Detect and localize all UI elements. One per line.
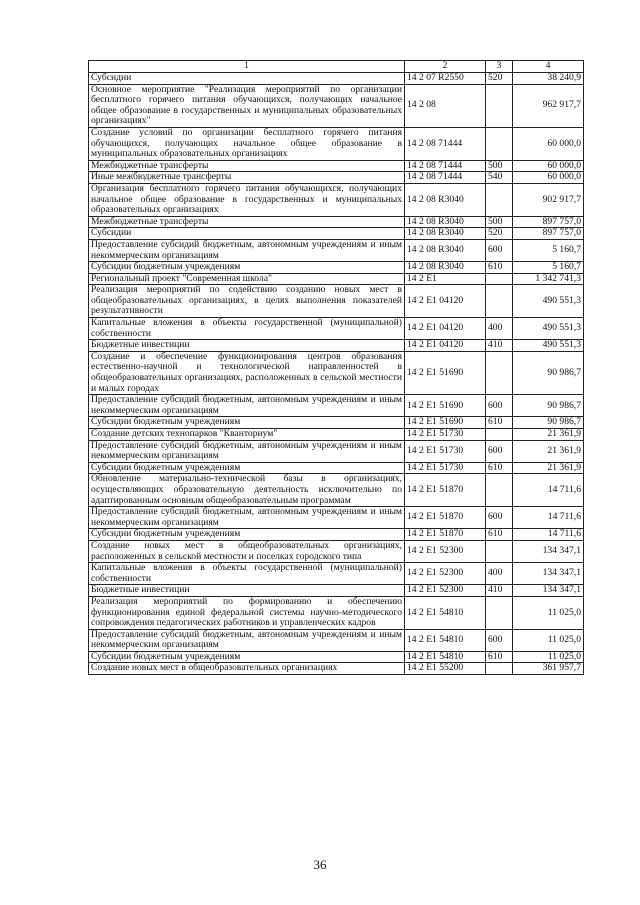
column-header-code: 2: [405, 61, 486, 73]
cell-code: 14 2 E1 04120: [405, 340, 486, 352]
cell-sum: 134 347,1: [513, 540, 584, 562]
cell-sum: 902 917,7: [513, 183, 584, 216]
cell-code: 14 2 E1 51730: [405, 429, 486, 441]
budget-table: [88, 60, 584, 675]
cell-sum: 897 757,0: [513, 228, 584, 240]
cell-code: 14 2 E1 51690: [405, 351, 486, 394]
cell-sum: 11 025,0: [513, 596, 584, 629]
cell-name: Создание условий по организации бесплатного горячего питания обучающихся, получающих начальное общее образование в муниципальных образовательных организациях: [89, 127, 405, 160]
cell-name: Субсидии бюджетным учреждениям: [89, 462, 405, 474]
cell-vr: 410: [486, 340, 513, 352]
cell-code: 14 2 08 R3040: [405, 216, 486, 228]
cell-code: 14 2 E1 54810: [405, 651, 486, 663]
cell-name: Реализация мероприятий по содействию созданию новых мест в общеобразовательных организациях, в целях выполнения показателей результативности: [89, 285, 405, 318]
cell-sum: 60 000,0: [513, 127, 584, 160]
cell-code: 14 2 E1 52300: [405, 585, 486, 597]
cell-name: Организация бесплатного горячего питания обучающихся, получающих начальное общее образование в государственных и муниципальных образовательных организациях: [89, 183, 405, 216]
cell-name: Капитальные вложения в объекты государственной (муниципальной) собственности: [89, 318, 405, 340]
table-row: [89, 540, 584, 562]
table-row: [89, 629, 584, 651]
table-row: [89, 127, 584, 160]
cell-vr: 610: [486, 651, 513, 663]
cell-name: Капитальные вложения в объекты государственной (муниципальной) собственности: [89, 563, 405, 585]
table-row: [89, 663, 584, 675]
cell-name: Создание детских технопарков "Кванториум": [89, 429, 405, 441]
cell-sum: 90 986,7: [513, 351, 584, 394]
cell-sum: 38 240,9: [513, 73, 584, 85]
cell-vr: 610: [486, 462, 513, 474]
table-row: [89, 651, 584, 663]
cell-name: Субсидии: [89, 73, 405, 85]
cell-code: 14 2 E1 51690: [405, 417, 486, 429]
table-row: [89, 73, 584, 85]
column-header-sum: 4: [513, 61, 584, 73]
cell-code: 14 2 08 71444: [405, 160, 486, 172]
cell-vr: [486, 596, 513, 629]
cell-code: 14 2 E1 55200: [405, 663, 486, 675]
cell-name: Субсидии бюджетным учреждениям: [89, 262, 405, 274]
cell-code: 14 2 E1 51690: [405, 395, 486, 417]
table-row: [89, 183, 584, 216]
table-row: [89, 273, 584, 285]
cell-vr: 610: [486, 262, 513, 274]
cell-sum: 11 025,0: [513, 629, 584, 651]
cell-code: 14 2 E1 04120: [405, 285, 486, 318]
cell-sum: 1 342 741,3: [513, 273, 584, 285]
table-row: [89, 474, 584, 507]
cell-name: Межбюджетные трансферты: [89, 216, 405, 228]
table-row: [89, 395, 584, 417]
page-number: 36: [313, 857, 327, 872]
cell-name: Предоставление субсидий бюджетным, автономным учреждениям и иным некоммерческим организациям: [89, 629, 405, 651]
cell-sum: 21 361,9: [513, 429, 584, 441]
table-row: [89, 340, 584, 352]
cell-name: Создание новых мест в общеобразовательных организациях, расположенных в сельской местности и поселках городского типа: [89, 540, 405, 562]
table-row: [89, 417, 584, 429]
table-row: [89, 239, 584, 261]
table-row: [89, 172, 584, 184]
cell-vr: 540: [486, 172, 513, 184]
cell-name: Субсидии бюджетным учреждениям: [89, 529, 405, 541]
cell-code: 14 2 08 71444: [405, 127, 486, 160]
table-row: [89, 440, 584, 462]
cell-vr: [486, 273, 513, 285]
table-row: [89, 429, 584, 441]
cell-vr: 600: [486, 629, 513, 651]
cell-name: Основное мероприятие "Реализация мероприятий по организации бесплатного горячего питания обучающихся, получающих начальное общее образование в государственных и муниципальных образовательных организациях": [89, 84, 405, 127]
cell-vr: 520: [486, 228, 513, 240]
cell-vr: 400: [486, 318, 513, 340]
cell-code: 14 2 08 R3040: [405, 228, 486, 240]
cell-sum: 60 000,0: [513, 172, 584, 184]
cell-vr: [486, 663, 513, 675]
cell-sum: 11 025,0: [513, 651, 584, 663]
cell-vr: 410: [486, 585, 513, 597]
table-row: [89, 585, 584, 597]
column-header-vr: 3: [486, 61, 513, 73]
table-row: [89, 529, 584, 541]
cell-name: Региональный проект "Современная школа": [89, 273, 405, 285]
cell-sum: 490 551,3: [513, 340, 584, 352]
cell-vr: 600: [486, 239, 513, 261]
cell-name: Предоставление субсидий бюджетным, автономным учреждениям и иным некоммерческим организациям: [89, 395, 405, 417]
cell-code: 14 2 08 R3040: [405, 239, 486, 261]
table-row: [89, 228, 584, 240]
cell-name: Бюджетные инвестиции: [89, 585, 405, 597]
table-header-row: [89, 61, 584, 73]
cell-sum: 90 986,7: [513, 417, 584, 429]
table-row: [89, 462, 584, 474]
cell-name: Реализация мероприятий по формированию и обеспечению функционирования единой федеральной системы научно-методического сопровождения педагогических работников и управленческих кадров: [89, 596, 405, 629]
cell-vr: [486, 183, 513, 216]
cell-sum: 21 361,9: [513, 462, 584, 474]
cell-code: 14 2 E1 51870: [405, 507, 486, 529]
cell-vr: [486, 84, 513, 127]
cell-vr: [486, 351, 513, 394]
cell-sum: 60 000,0: [513, 160, 584, 172]
column-header-name: 1: [89, 61, 405, 73]
table-row: [89, 84, 584, 127]
cell-vr: [486, 127, 513, 160]
table-row: [89, 563, 584, 585]
cell-code: 14 2 08 R3040: [405, 183, 486, 216]
cell-code: 14 2 E1 51870: [405, 529, 486, 541]
cell-sum: 90 986,7: [513, 395, 584, 417]
cell-vr: [486, 540, 513, 562]
cell-name: Обновление материально-технической базы в организациях, осуществляющих образовательную деятельность исключительно по адаптированным основным общеобразовательным программам: [89, 474, 405, 507]
table-row: [89, 160, 584, 172]
cell-name: Иные межбюджетные трансферты: [89, 172, 405, 184]
cell-code: 14 2 E1 51730: [405, 462, 486, 474]
cell-sum: 21 361,9: [513, 440, 584, 462]
table-row: [89, 285, 584, 318]
cell-name: Создание и обеспечение функционирования центров образования естественно-научной и технологической направленностей в общеобразовательных организациях, расположенных в сельской местности и малых городах: [89, 351, 405, 394]
table-row: [89, 596, 584, 629]
cell-name: Межбюджетные трансферты: [89, 160, 405, 172]
cell-sum: 14 711,6: [513, 507, 584, 529]
cell-sum: 5 160,7: [513, 239, 584, 261]
table-row: [89, 262, 584, 274]
cell-vr: [486, 474, 513, 507]
cell-sum: 14 711,6: [513, 529, 584, 541]
cell-name: Предоставление субсидий бюджетным, автономным учреждениям и иным некоммерческим организациям: [89, 507, 405, 529]
table-body: [89, 73, 584, 675]
cell-name: Создание новых мест в общеобразовательных организациях: [89, 663, 405, 675]
cell-vr: [486, 285, 513, 318]
cell-vr: 610: [486, 529, 513, 541]
cell-code: 14 2 E1 04120: [405, 318, 486, 340]
cell-code: 14 2 08 R3040: [405, 262, 486, 274]
cell-code: 14 2 E1 51730: [405, 440, 486, 462]
cell-vr: 600: [486, 440, 513, 462]
cell-name: Бюджетные инвестиции: [89, 340, 405, 352]
cell-vr: 600: [486, 395, 513, 417]
cell-sum: 134 347,1: [513, 563, 584, 585]
cell-code: 14 2 E1: [405, 273, 486, 285]
cell-code: 14 2 E1 52300: [405, 563, 486, 585]
cell-vr: 500: [486, 160, 513, 172]
cell-sum: 14 711,6: [513, 474, 584, 507]
cell-name: Предоставление субсидий бюджетным, автономным учреждениям и иным некоммерческим организациям: [89, 239, 405, 261]
table-row: [89, 351, 584, 394]
cell-name: Субсидии: [89, 228, 405, 240]
cell-name: Предоставление субсидий бюджетным, автономным учреждениям и иным некоммерческим организациям: [89, 440, 405, 462]
cell-sum: 5 160,7: [513, 262, 584, 274]
table-row: [89, 318, 584, 340]
cell-sum: 490 551,3: [513, 318, 584, 340]
cell-vr: 600: [486, 507, 513, 529]
cell-code: 14 2 08 71444: [405, 172, 486, 184]
cell-vr: 520: [486, 73, 513, 85]
table-row: [89, 216, 584, 228]
table-row: [89, 507, 584, 529]
cell-code: 14 2 E1 51870: [405, 474, 486, 507]
cell-code: 14 2 07 R2550: [405, 73, 486, 85]
cell-sum: 962 917,7: [513, 84, 584, 127]
cell-vr: 400: [486, 563, 513, 585]
cell-name: Субсидии бюджетным учреждениям: [89, 651, 405, 663]
cell-code: 14 2 08: [405, 84, 486, 127]
cell-name: Субсидии бюджетным учреждениям: [89, 417, 405, 429]
cell-code: 14 2 E1 52300: [405, 540, 486, 562]
cell-sum: 361 957,7: [513, 663, 584, 675]
cell-code: 14 2 E1 54810: [405, 629, 486, 651]
cell-vr: [486, 429, 513, 441]
cell-sum: 134 347,1: [513, 585, 584, 597]
cell-sum: 490 551,3: [513, 285, 584, 318]
cell-code: 14 2 E1 54810: [405, 596, 486, 629]
cell-sum: 897 757,0: [513, 216, 584, 228]
cell-vr: 500: [486, 216, 513, 228]
cell-vr: 610: [486, 417, 513, 429]
